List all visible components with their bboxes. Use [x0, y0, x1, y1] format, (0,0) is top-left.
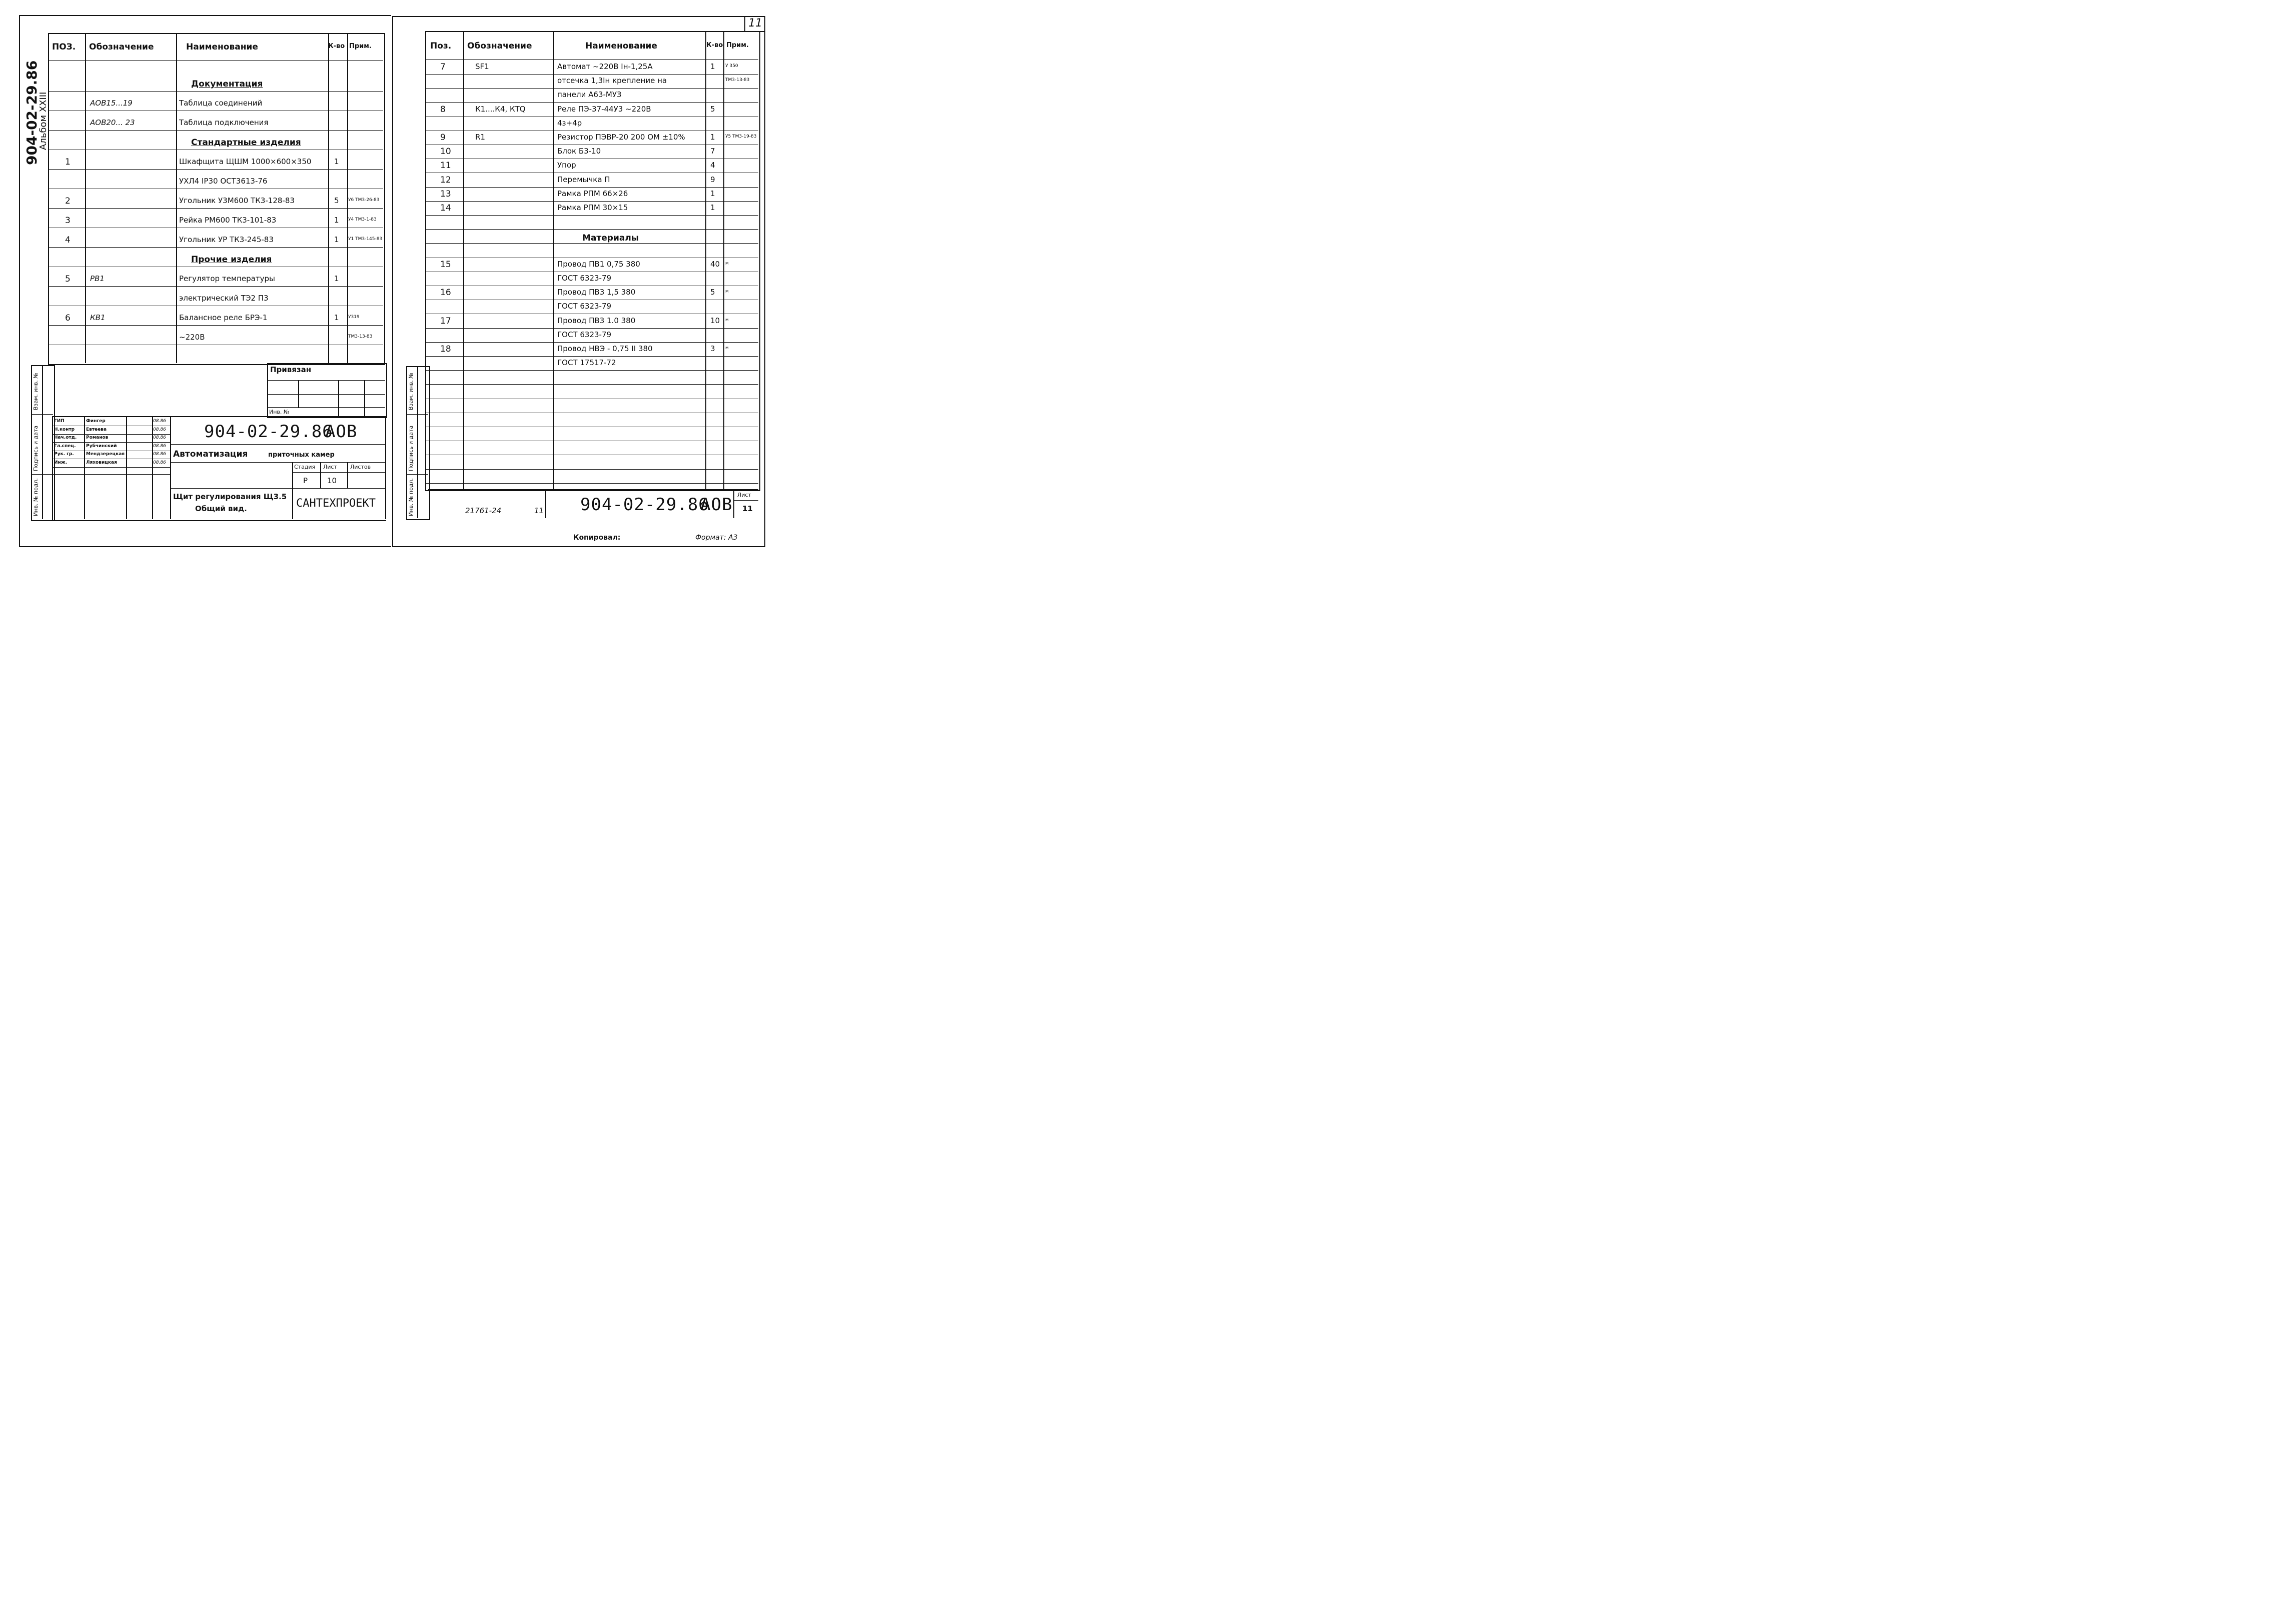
title-date: 08.86: [153, 460, 166, 465]
right-table-col-line: [463, 31, 464, 489]
title-date: 08.86: [153, 444, 166, 449]
left-row-qty: 1: [334, 216, 339, 225]
title-date: 08.86: [153, 427, 166, 432]
right-row-pos: 11: [440, 161, 451, 171]
right-row-line: [425, 342, 758, 343]
stamp-inv-orig: Инв. № подл.: [33, 478, 39, 516]
right-header-pos: Поз.: [430, 41, 452, 51]
right-row-name: Провод ПВ3 1,5 380: [557, 288, 636, 297]
right-row-note: м: [725, 261, 729, 266]
title-block-row-line: [52, 442, 170, 443]
right-row-name: Резистор ПЭВР-20 200 ОМ ±10%: [557, 133, 685, 142]
left-row-name: Регулятор температуры: [179, 274, 275, 283]
right-row-pos: 8: [440, 105, 446, 115]
left-table-col-line: [85, 33, 86, 363]
right-sheet-label: Лист: [737, 492, 751, 498]
stamp-sign-date: Подпись и дата: [33, 425, 39, 471]
left-table-header-line: [48, 60, 383, 61]
right-row-qty: 1: [710, 203, 715, 212]
right-row-designation: К1....К4, КТQ: [475, 105, 526, 114]
side-album: Альбом XXIII: [38, 92, 49, 150]
left-row-note: ТМ3-13-83: [348, 334, 373, 339]
left-table-col-line: [176, 33, 177, 363]
left-header-pos: ПОЗ.: [52, 42, 76, 52]
inv-number: 21761-24: [465, 506, 502, 515]
right-header-note: Прим.: [726, 42, 749, 49]
right-table-header-line: [425, 59, 758, 60]
right-row-pos: 17: [440, 316, 451, 326]
drawing-title-1: Щит регулирования Щ3.5: [173, 492, 287, 501]
right-row-pos: 15: [440, 260, 451, 270]
right-row-name: ГОСТ 17517-72: [557, 358, 616, 367]
right-row-name: Реле ПЭ-37-44У3 ~220В: [557, 105, 651, 114]
left-row-designation: КВ1: [90, 313, 106, 322]
right-row-qty: 9: [710, 175, 715, 184]
title-date: 08.86: [153, 452, 166, 457]
title-name: Романов: [86, 435, 109, 440]
left-row-line: [48, 91, 383, 92]
stage-value: Р: [303, 476, 308, 485]
inv-no-label: Инв. №: [269, 409, 290, 415]
left-row-name: Таблица соединений: [179, 99, 263, 108]
left-row-note: У4 ТМ3-1-83: [348, 217, 377, 222]
right-row-line: [425, 370, 758, 371]
left-row-name: ~220В: [179, 333, 205, 342]
stamp-inv-orig-right: Инв. № подл.: [408, 478, 414, 516]
title-role: ГИП: [54, 419, 65, 424]
left-row-qty: 1: [334, 274, 339, 283]
right-row-pos: 9: [440, 133, 446, 143]
stage-label: Стадия: [294, 464, 316, 470]
right-row-line: [425, 88, 758, 89]
right-row-name: Блок Б3-10: [557, 147, 601, 156]
right-row-qty: 40: [710, 260, 720, 269]
right-row-line: [425, 187, 758, 188]
left-row-name: Шкафщита ЩШМ 1000×600×350: [179, 157, 312, 166]
side-code: 904-02-29.86: [24, 60, 40, 165]
left-header-designation: Обозначение: [89, 42, 154, 52]
left-row-name: Угольник У3М600 ТК3-128-83: [179, 196, 295, 205]
left-header-qty: К-во: [328, 43, 345, 50]
title-name: Рубчинский: [86, 444, 117, 449]
title-role: Гл.спец.: [54, 444, 76, 449]
right-row-name: Упор: [557, 161, 576, 170]
left-row-pos: 3: [65, 216, 71, 226]
right-row-note: ТМ3-13-83: [725, 78, 750, 83]
title-block-row-line: [52, 467, 170, 468]
right-row-note: У 350: [725, 64, 738, 69]
left-row-name: Рейка РМ600 ТК3-101-83: [179, 216, 277, 225]
drawing-page: [0, 0, 773, 552]
left-header-name: Наименование: [186, 42, 258, 52]
left-row-line: [48, 208, 383, 209]
right-header-name: Наименование: [585, 41, 657, 51]
right-row-pos: 12: [440, 175, 451, 185]
sheet-value: 10: [327, 476, 337, 485]
right-row-name: Провод ПВ3 1.0 380: [557, 316, 636, 325]
title-date: 08.86: [153, 419, 166, 424]
right-row-line: [425, 102, 758, 103]
title-name: Евтеева: [86, 427, 107, 432]
right-table-col-line: [553, 31, 554, 489]
left-row-line: [48, 169, 383, 170]
left-row-name: Балансное реле БРЭ-1: [179, 313, 268, 322]
right-row-line: [425, 469, 758, 470]
title-role: Н.контр: [54, 427, 75, 432]
left-row-qty: 1: [334, 235, 339, 244]
left-row-qty: 1: [334, 157, 339, 166]
left-doc-code: 904-02-29.86: [204, 422, 333, 442]
left-row-designation: АОВ20... 23: [90, 118, 135, 127]
right-row-qty: 5: [710, 288, 715, 297]
right-row-line: [425, 356, 758, 357]
drawing-title-2: Общий вид.: [195, 504, 247, 513]
left-doc-suffix: АОВ: [325, 422, 358, 442]
right-row-line: [425, 201, 758, 202]
left-row-pos: 4: [65, 235, 71, 245]
left-row-qty: 5: [334, 196, 339, 205]
right-header-designation: Обозначение: [467, 41, 532, 51]
title-name: Фингер: [86, 419, 106, 424]
right-row-qty: 1: [710, 189, 715, 198]
right-row-line: [425, 328, 758, 329]
right-row-line: [425, 229, 758, 230]
right-row-note: м: [725, 346, 729, 351]
left-row-pos: 6: [65, 313, 71, 323]
right-row-name: 4з+4р: [557, 119, 582, 128]
right-row-line: [425, 384, 758, 385]
subject-1: Автоматизация: [173, 449, 248, 459]
left-row-line: [48, 325, 383, 326]
sheets-label: Листов: [350, 464, 371, 470]
right-row-qty: 7: [710, 147, 715, 156]
right-row-name: Рамка РПМ 30×15: [557, 203, 628, 212]
left-row-note: У319: [348, 315, 360, 320]
title-block-row-line: [52, 434, 170, 435]
left-section-title: Документация: [191, 79, 263, 89]
right-row-line: [425, 483, 758, 484]
right-row-note: м: [725, 318, 729, 323]
right-row-name: Провод ПВ1 0,75 380: [557, 260, 640, 269]
title-name: Ляховицкая: [86, 460, 117, 465]
right-row-designation: R1: [475, 133, 485, 142]
left-row-note: У6 ТМ3-26-83: [348, 198, 380, 203]
right-row-name: панели А63-МУ3: [557, 90, 622, 99]
page-number: 11: [748, 17, 762, 30]
title-role: Нач.отд.: [54, 435, 77, 440]
left-row-name: Таблица подключения: [179, 118, 269, 127]
right-row-pos: 14: [440, 203, 451, 213]
right-row-line: [425, 74, 758, 75]
left-row-pos: 2: [65, 196, 71, 206]
right-row-name: Провод НВЭ - 0,75 II 380: [557, 344, 653, 353]
right-row-name: Перемычка П: [557, 175, 610, 184]
stamp-sign-date-right: Подпись и дата: [408, 425, 414, 471]
title-date: 08.86: [153, 435, 166, 440]
left-section-title: Прочие изделия: [191, 255, 272, 265]
right-row-qty: 1: [710, 133, 715, 142]
title-role: Рук. гр.: [54, 452, 74, 457]
org-name: САНТЕХПРОЕКТ: [296, 497, 376, 510]
right-section-title: Материалы: [582, 233, 639, 243]
left-row-line: [48, 247, 383, 248]
left-row-name: УХЛ4 IP30 ОСТ3613-76: [179, 177, 268, 186]
title-name: Мендзерецкая: [86, 452, 125, 457]
right-doc-code: 904-02-29.86: [580, 495, 709, 515]
title-role: Инж.: [54, 460, 68, 465]
right-row-qty: 5: [710, 105, 715, 114]
left-row-qty: 1: [334, 313, 339, 322]
left-row-pos: 1: [65, 157, 71, 167]
right-table-col-line: [723, 31, 724, 489]
left-header-note: Прим.: [349, 43, 372, 50]
left-section-title: Стандартные изделия: [191, 138, 301, 148]
privyazan-label: Привязан: [270, 365, 312, 374]
left-row-pos: 5: [65, 274, 71, 284]
right-row-name: ГОСТ 6323-79: [557, 330, 612, 339]
left-row-name: Угольник УР ТК3-245-83: [179, 235, 274, 244]
stamp-vzam: Взам. инв. №: [33, 373, 39, 410]
right-row-note: У5 ТМ3-19-83: [725, 134, 757, 139]
stamp-vzam-right: Взам. инв. №: [408, 373, 414, 410]
right-row-name: ГОСТ 6323-79: [557, 302, 612, 311]
right-row-pos: 16: [440, 288, 451, 298]
left-row-designation: АОВ15...19: [90, 99, 133, 108]
format-label: Формат: А3: [695, 534, 738, 542]
right-row-qty: 10: [710, 316, 720, 325]
left-table-col-line: [328, 33, 329, 363]
inv-sheet: 11: [534, 506, 544, 515]
sheet-label: Лист: [323, 464, 337, 470]
right-row-note: м: [725, 289, 729, 294]
right-row-pos: 7: [440, 62, 446, 72]
right-row-line: [425, 215, 758, 216]
left-row-line: [48, 286, 383, 287]
right-row-name: ГОСТ 6323-79: [557, 274, 612, 283]
right-table-col-line: [705, 31, 706, 489]
left-row-note: У1 ТМ3-145-83: [348, 237, 383, 242]
right-row-qty: 1: [710, 62, 715, 71]
left-row-line: [48, 130, 383, 131]
right-row-name: Автомат ~220В Iн-1,25А: [557, 62, 653, 71]
right-row-pos: 13: [440, 189, 451, 199]
right-row-name: отсечка 1,3Iн крепление на: [557, 76, 667, 85]
left-row-designation: РВ1: [90, 274, 105, 283]
right-row-pos: 10: [440, 147, 451, 157]
right-header-qty: К-во: [706, 42, 723, 49]
subject-2: приточных камер: [268, 451, 335, 459]
copied-label: Копировал:: [573, 534, 621, 542]
right-doc-suffix: АОВ: [700, 495, 733, 515]
right-row-line: [425, 243, 758, 244]
left-row-name: электрический ТЭ2 П3: [179, 294, 269, 303]
right-sheet-value: 11: [742, 504, 753, 513]
right-row-name: Рамка РПМ 66×26: [557, 189, 628, 198]
right-row-pos: 18: [440, 344, 451, 354]
right-row-qty: 4: [710, 161, 715, 170]
right-row-qty: 3: [710, 344, 715, 353]
right-row-designation: SF1: [475, 62, 489, 71]
